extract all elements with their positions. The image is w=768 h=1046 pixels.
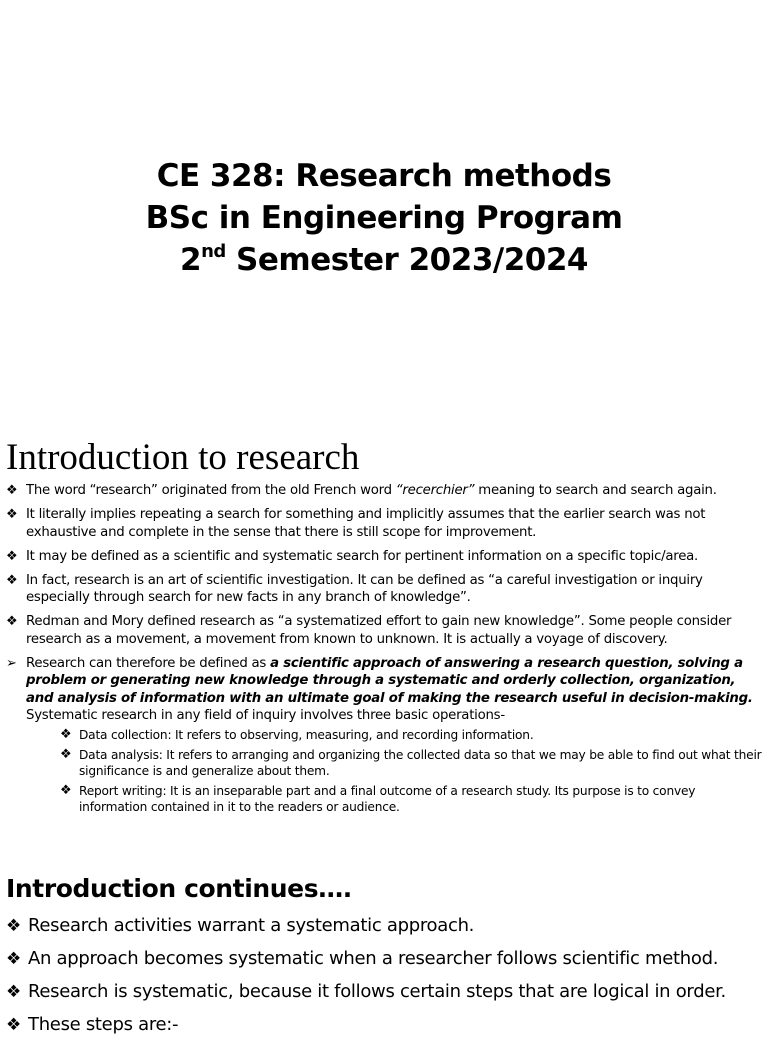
bullet-text: These steps are:- [28, 1014, 179, 1035]
semester-text: Semester 2023/2024 [225, 242, 588, 278]
bullet-text: Research can therefore be defined as [26, 655, 271, 671]
diamond-bullet-icon: ❖ [60, 782, 72, 798]
bullet-text: It may be defined as a scientific and systematic search for pertinent information on a specific topic/area. [26, 548, 699, 564]
bullet-text: Research is systematic, because it follows certain steps that are logical in order. [28, 981, 726, 1002]
semester-number: 2 [179, 242, 202, 278]
definition-text: a scientific approach of answering a research question, solving a problem or generating new knowledge through a systematic and orderly collection, organization, and analysis of information with an ultimate goal of making the research useful in decision-making. [26, 655, 753, 706]
list-item [6, 572, 764, 607]
course-code-line: CE 328: Research methods [156, 158, 612, 194]
operations-list [60, 727, 764, 815]
list-item [6, 1013, 766, 1037]
diamond-bullet-icon: ❖ [6, 949, 21, 969]
arrow-bullet-icon: ➢ [6, 655, 17, 671]
list-item [6, 655, 764, 815]
slide-title: Introduction to research [6, 437, 360, 478]
slide-title: Introduction continues…. [6, 874, 352, 903]
list-item [6, 613, 764, 648]
bullet-text: The word “research” originated from the old French word [26, 483, 396, 498]
bullet-text: Research activities warrant a systematic approach. [28, 915, 475, 936]
list-item [6, 506, 764, 541]
intro-continues-slide [0, 860, 768, 1035]
continues-bullet-list [6, 914, 766, 1046]
diamond-bullet-icon: ❖ [6, 916, 21, 936]
diamond-bullet-icon: ❖ [6, 548, 18, 564]
list-item [6, 947, 766, 971]
diamond-bullet-icon: ❖ [6, 614, 18, 629]
diamond-bullet-icon: ❖ [6, 982, 21, 1002]
diamond-bullet-icon: ❖ [6, 1015, 21, 1035]
bullet-text: In fact, research is an art of scientific investigation. It can be defined as “a careful investigation or inquiry especially through search for new facts in any branch of knowledge”. [26, 572, 703, 605]
semester-ordinal: nd [201, 241, 226, 262]
diamond-bullet-icon: ❖ [60, 746, 72, 762]
list-item [6, 914, 766, 938]
course-title [0, 155, 768, 281]
bullet-text: It literally implies repeating a search for something and implicitly assumes that the earlier search was not exhaustive and complete in the sense that there is still scope for improvement. [26, 507, 706, 540]
operation-text: Data analysis: It refers to arranging and organizing the collected data so that we may be able to find out what their significance is and generalize about them. [79, 747, 762, 778]
bullet-text: Systematic research in any field of inquiry involves three basic operations- [26, 708, 505, 723]
diamond-bullet-icon: ❖ [6, 507, 18, 522]
diamond-bullet-icon: ❖ [6, 483, 18, 498]
list-item [6, 980, 766, 1004]
intro-slide [0, 430, 768, 840]
bullet-italic: “recerchier” [395, 483, 475, 498]
list-item [6, 482, 764, 500]
list-item [60, 747, 764, 779]
semester-line [0, 239, 768, 281]
diamond-bullet-icon: ❖ [6, 572, 18, 588]
bullet-text: An approach becomes systematic when a researcher follows scientific method. [28, 948, 719, 969]
list-item [60, 783, 764, 815]
bullet-text: meaning to search and search again. [474, 483, 717, 498]
list-item [60, 727, 764, 743]
intro-bullet-list [6, 482, 764, 821]
bullet-text: Redman and Mory defined research as “a systematized effort to gain new knowledge”. Some people consider research as a movement, a movement from known to unknown. It is actually a voyage of discovery. [26, 614, 732, 647]
operation-text: Report writing: It is an inseparable part and a final outcome of a research study. Its purpose is to convey information contained in it to the readers or audience. [79, 783, 696, 814]
program-line: BSc in Engineering Program [145, 200, 623, 236]
operation-text: Data collection: It refers to observing, measuring, and recording information. [79, 727, 534, 742]
list-item [6, 548, 764, 566]
title-slide [0, 0, 768, 420]
diamond-bullet-icon: ❖ [60, 726, 72, 742]
